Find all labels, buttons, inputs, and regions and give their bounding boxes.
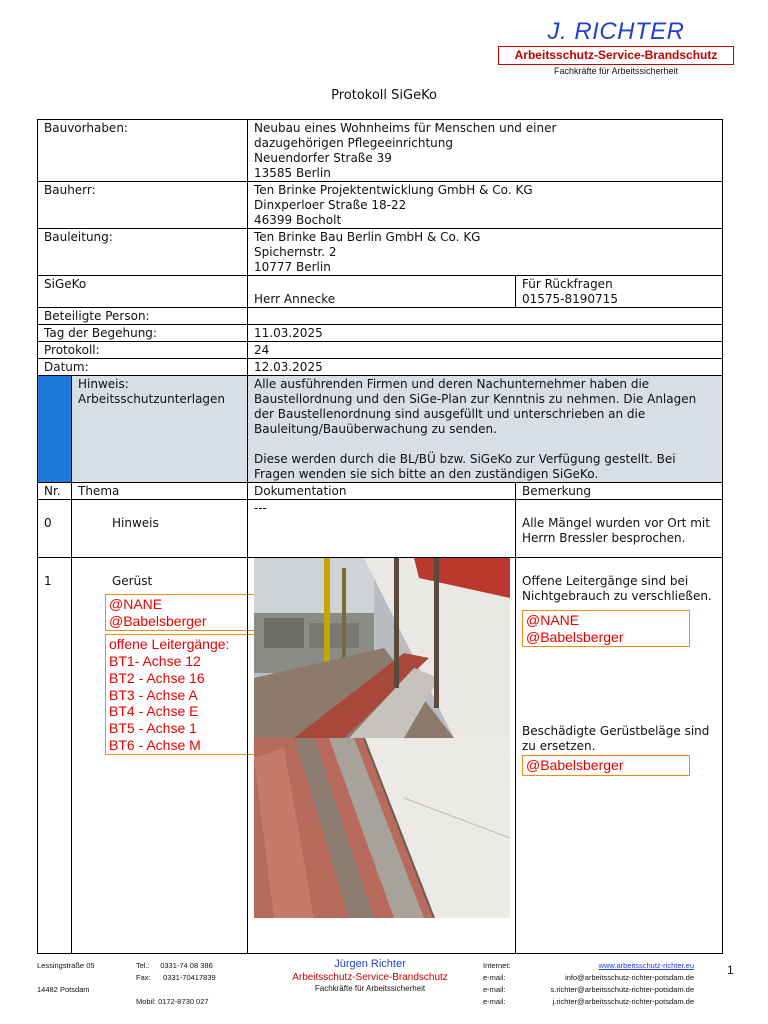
protocol-table (37, 119, 723, 954)
footer-street: Lessingstraße 05 (37, 961, 95, 970)
footer-email[interactable]: j.richter@arbeitsschutz-richter-potsdam.de (552, 997, 694, 1006)
label-bauvorhaben: Bauvorhaben: (38, 120, 248, 182)
footer-internet-label: Internet: (483, 961, 511, 970)
document-title: Protokoll SiGeKo (331, 88, 437, 103)
footer-subtitle: Fachkräfte für Arbeitssicherheit (314, 984, 426, 993)
row-beteiligte (38, 308, 723, 325)
bauherr-line: Dinxperloer Straße 18-22 (254, 198, 407, 212)
footer-name: Jürgen Richter (334, 958, 406, 970)
mention-tag: @NANE (526, 612, 580, 628)
header-bemerkung: Bemerkung (516, 483, 723, 500)
row-1-dokumentation (248, 558, 516, 954)
row-bauvorhaben (38, 120, 723, 182)
row-table-header (38, 483, 723, 500)
note-line: BT6 - Achse M (109, 736, 201, 753)
mention-tag: @Babelsberger (109, 612, 207, 629)
row-1-bemerkung-cell (516, 558, 723, 954)
mention-tag: @NANE (109, 596, 163, 612)
row-1-bemerkung-1: Offene Leitergänge sind bei Nichtgebrauch zu verschließen. (522, 574, 712, 603)
footer-mobil: Mobil: 0172-8730 027 (136, 997, 209, 1006)
label-hinweis (72, 376, 248, 483)
label-bauleitung: Bauleitung: (38, 229, 248, 276)
mention-annotation (522, 610, 690, 647)
table-row (38, 558, 723, 954)
page-footer (0, 956, 768, 1016)
row-hinweis-unterlagen (38, 376, 723, 483)
row-protokoll (38, 342, 723, 359)
hinweis-paragraph: Alle ausführenden Firmen und deren Nachunternehmer haben die Baustellordnung und den SiGe-Plan zur Kenntnis zu nehmen. Die Anlagen der Baustellenordnung sind ausgefüllt und unterschrieben an die Bauleitung/Bauüberwachung zu senden. (254, 377, 697, 436)
row-sigeko (38, 276, 723, 308)
note-line: BT1- Achse 12 (109, 653, 201, 670)
footer-brand (250, 958, 490, 994)
value-beteiligte (248, 308, 723, 325)
value-datum: 12.03.2025 (248, 359, 723, 376)
footer-website-link[interactable]: www.arbeitsschutz-richter.eu (598, 961, 694, 970)
label-sigeko: SiGeKo (38, 276, 248, 308)
value-bauherr (248, 182, 723, 229)
row-0-thema: Hinweis (72, 500, 248, 558)
label-beteiligte: Beteiligte Person: (38, 308, 248, 325)
value-rueckfragen: 01575-8190715 (522, 292, 618, 306)
value-sigeko: Herr Annecke (248, 276, 516, 308)
footer-email[interactable]: info@arbeitsschutz-richter-potsdam.de (565, 973, 694, 982)
footer-tagline: Arbeitsschutz-Service-Brandschutz (292, 972, 448, 983)
hinweis-marker (38, 376, 72, 483)
footer-tel: 0331-74 08 386 (160, 961, 213, 970)
brand-name: J. RICHTER (547, 18, 685, 45)
header-nr: Nr. (38, 483, 72, 500)
footer-email-label: e-mail: (483, 973, 506, 982)
row-0-dokumentation: --- (248, 500, 516, 558)
row-0-bemerkung: Alle Mängel wurden vor Ort mit Herrn Bressler besprochen. (516, 500, 723, 558)
value-bauvorhaben (248, 120, 723, 182)
row-1-nr: 1 (38, 558, 72, 954)
value-tag-der-begehung: 11.03.2025 (248, 325, 723, 342)
row-1-thema: Gerüst (112, 574, 153, 588)
brand-logo (498, 18, 734, 76)
brand-subtitle: Fachkräfte für Arbeitssicherheit (553, 66, 679, 76)
value-protokoll: 24 (248, 342, 723, 359)
footer-city: 14482 Potsdam (37, 985, 90, 994)
row-tag-der-begehung (38, 325, 723, 342)
value-bauleitung (248, 229, 723, 276)
note-line: BT2 - Achse 16 (109, 669, 205, 686)
note-line: BT4 - Achse E (109, 703, 199, 720)
row-datum (38, 359, 723, 376)
value-hinweis (248, 376, 723, 483)
rueckfragen-cell (516, 276, 723, 308)
footer-email-label: e-mail: (483, 997, 506, 1006)
footer-contact-values (500, 960, 694, 1008)
footer-fax: 0331-70417839 (163, 973, 216, 982)
footer-tel-label: Tel.: (136, 961, 150, 970)
footer-address (37, 960, 95, 996)
bauvorhaben-line: Neubau eines Wohnheims für Menschen und einer (254, 121, 557, 135)
hinweis-label-line: Hinweis: (78, 377, 129, 391)
note-line: BT3 - Achse A (109, 686, 198, 703)
hinweis-label-line: Arbeitsschutzunterlagen (78, 392, 226, 406)
bauleitung-line: 10777 Berlin (254, 260, 331, 274)
label-bauherr: Bauherr: (38, 182, 248, 229)
row-1-bemerkung-2: Beschädigte Gerüstbeläge sind zu ersetzen. (522, 724, 710, 754)
footer-email[interactable]: s.richter@arbeitsschutz-richter-potsdam.de (550, 985, 694, 994)
mention-tag: @Babelsberger (526, 757, 624, 774)
scaffold-photo (254, 738, 510, 918)
bauvorhaben-line: dazugehörigen Pflegeeinrichtung (254, 136, 454, 150)
brand-tagline: Arbeitsschutz-Service-Brandschutz (498, 46, 734, 65)
bauvorhaben-line: Neuendorfer Straße 39 (254, 151, 392, 165)
row-bauleitung (38, 229, 723, 276)
bauleitung-line: Ten Brinke Bau Berlin GmbH & Co. KG (254, 230, 481, 244)
footer-email-label: e-mail: (483, 985, 506, 994)
note-line: BT5 - Achse 1 (109, 719, 197, 736)
row-0-nr: 0 (38, 500, 72, 558)
table-row (38, 500, 723, 558)
mention-annotation (522, 755, 690, 776)
bauherr-line: 46399 Bocholt (254, 213, 342, 227)
note-line: offene Leitergänge: (109, 636, 230, 653)
bauvorhaben-line: 13585 Berlin (254, 166, 331, 180)
row-1-thema-cell (72, 558, 248, 954)
scaffold-photo (254, 558, 510, 738)
label-rueckfragen: Für Rückfragen (522, 277, 613, 291)
footer-phone (136, 960, 216, 1008)
hinweis-paragraph: Diese werden durch die BL/BÜ bzw. SiGeKo zur Verfügung gestellt. Bei Fragen wenden sie sich bitte an den zuständigen SiGeKo. (254, 452, 676, 481)
mention-tag: @Babelsberger (526, 628, 624, 645)
bauherr-line: Ten Brinke Projektentwicklung GmbH & Co. KG (254, 183, 533, 197)
label-datum: Datum: (38, 359, 248, 376)
bauleitung-line: Spichernstr. 2 (254, 245, 337, 259)
header-thema: Thema (72, 483, 248, 500)
page-number: 1 (727, 963, 734, 977)
row-bauherr (38, 182, 723, 229)
label-protokoll: Protokoll: (38, 342, 248, 359)
header-dokumentation: Dokumentation (248, 483, 516, 500)
footer-fax-label: Fax: (136, 973, 151, 982)
label-tag-der-begehung: Tag der Begehung: (38, 325, 248, 342)
